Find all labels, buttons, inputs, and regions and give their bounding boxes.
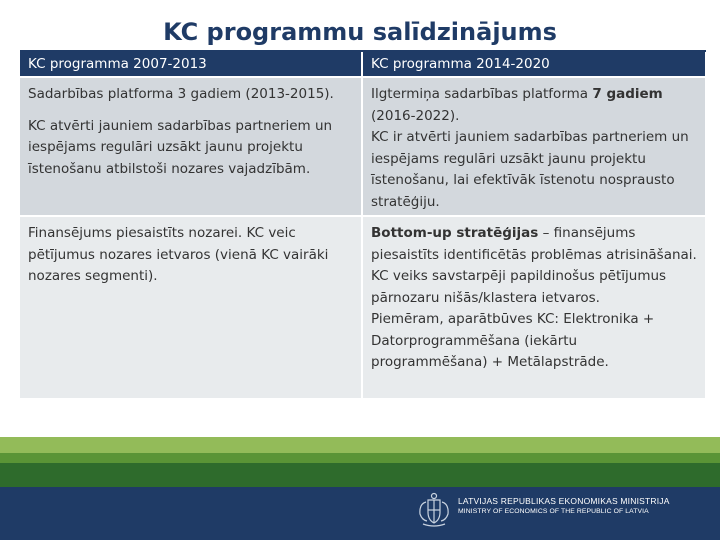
cell-text: KC atvērti jauniem sadarbības partneriem un iespējams regulāri uzsākt jaunu projektu īstenošanu atbilstoši nozares vajadzībām. xyxy=(28,117,333,177)
ministry-name-lv: LATVIJAS REPUBLIKAS EKONOMIKAS MINISTRIJA xyxy=(458,496,670,506)
cell-text: Ilgtermiņa sadarbības platforma 7 gadiem (2016-2022). xyxy=(371,86,663,124)
footer-band-light xyxy=(0,437,720,453)
cell-platform-new xyxy=(362,77,706,216)
footer-band-mid xyxy=(0,453,720,463)
comparison-table xyxy=(20,52,707,398)
highlight-duration: 7 gadiem xyxy=(592,86,663,102)
table-header-row xyxy=(20,52,706,77)
cell-text: KC veiks savstarpēji papildinošus pētījumus pārnozaru nišās/klastera ietvaros. xyxy=(371,268,667,306)
table-row xyxy=(20,77,706,216)
cell-text: Piemēram, aparātbūves KC: Elektronika + Datorprogrammēšana (iekārtu programmēšana) + Metālapstrāde. xyxy=(371,311,655,370)
cell-platform-old xyxy=(20,77,362,216)
table-row xyxy=(20,216,706,398)
footer-band-dark xyxy=(0,463,720,487)
highlight-bottom-up: Bottom-up stratēģijas xyxy=(371,225,539,241)
cell-text: Bottom-up stratēģijas – finansējums piesaistīts identificētās problēmas atrisināšanai. xyxy=(371,225,697,263)
cell-text: Sadarbības platforma 3 gadiem (2013-2015). xyxy=(28,86,334,102)
header-2014-2020: KC programma 2014-2020 xyxy=(362,52,706,77)
page-title: KC programmu salīdzinājums xyxy=(163,18,557,46)
header-2007-2013: KC programma 2007-2013 xyxy=(20,52,362,77)
cell-funding-old xyxy=(20,216,362,398)
cell-text: Finansējums piesaistīts nozarei. KC veic pētījumus nozares ietvaros (vienā KC vairāki nozares segmenti). xyxy=(28,225,329,284)
coat-of-arms-icon xyxy=(414,490,454,530)
cell-funding-new xyxy=(362,216,706,398)
cell-text: KC ir atvērti jauniem sadarbības partneriem un iespējams regulāri uzsākt jaunu projektu īstenošanu, lai efektīvāk īstenotu nosprausto stratēģiju. xyxy=(371,129,689,210)
ministry-name-en: MINISTRY OF ECONOMICS OF THE REPUBLIC OF LATVIA xyxy=(458,508,649,515)
